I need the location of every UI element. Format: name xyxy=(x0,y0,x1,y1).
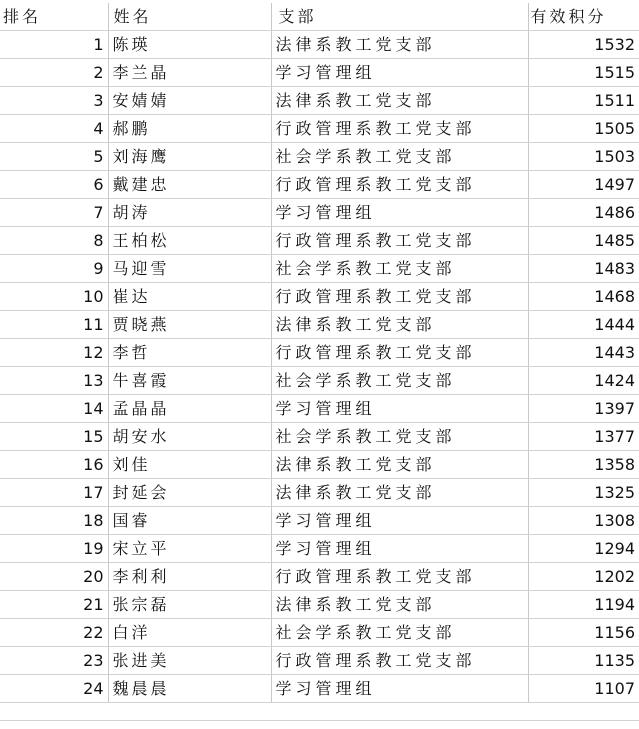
cell-rank[interactable]: 21 xyxy=(0,591,108,619)
cell-branch[interactable]: 学习管理组 xyxy=(271,535,528,563)
table-row xyxy=(0,227,639,255)
header-row xyxy=(0,3,639,31)
cell-score[interactable]: 1443 xyxy=(528,339,639,367)
cell-name[interactable]: 封延会 xyxy=(108,479,271,507)
cell-branch[interactable]: 法律系教工党支部 xyxy=(271,87,528,115)
cell-rank[interactable]: 22 xyxy=(0,619,108,647)
cell-name[interactable]: 安婧婧 xyxy=(108,87,271,115)
cell-score[interactable]: 1294 xyxy=(528,535,639,563)
cell-rank[interactable]: 4 xyxy=(0,115,108,143)
cell-branch[interactable]: 行政管理系教工党支部 xyxy=(271,171,528,199)
cell-score[interactable]: 1424 xyxy=(528,367,639,395)
cell-score[interactable]: 1532 xyxy=(528,31,639,59)
cell-branch[interactable]: 学习管理组 xyxy=(271,507,528,535)
cell-rank[interactable]: 6 xyxy=(0,171,108,199)
cell-score[interactable]: 1377 xyxy=(528,423,639,451)
cell-score[interactable]: 1483 xyxy=(528,255,639,283)
table-row xyxy=(0,423,639,451)
table-row xyxy=(0,311,639,339)
header-rank[interactable]: 排名 xyxy=(0,3,108,31)
cell-score[interactable]: 1497 xyxy=(528,171,639,199)
cell-rank[interactable]: 14 xyxy=(0,395,108,423)
cell-name[interactable]: 刘海鹰 xyxy=(108,143,271,171)
ranking-table xyxy=(0,3,639,703)
cell-name[interactable]: 李哲 xyxy=(108,339,271,367)
cell-name[interactable]: 刘佳 xyxy=(108,451,271,479)
cell-score[interactable]: 1325 xyxy=(528,479,639,507)
cell-score[interactable]: 1485 xyxy=(528,227,639,255)
table-row xyxy=(0,647,639,675)
cell-score[interactable]: 1468 xyxy=(528,283,639,311)
cell-rank[interactable]: 1 xyxy=(0,31,108,59)
table-row xyxy=(0,115,639,143)
cell-rank[interactable]: 3 xyxy=(0,87,108,115)
cell-name[interactable]: 白洋 xyxy=(108,619,271,647)
header-branch[interactable]: 支部 xyxy=(271,3,528,31)
cell-name[interactable]: 王柏松 xyxy=(108,227,271,255)
table-row xyxy=(0,199,639,227)
cell-rank[interactable]: 23 xyxy=(0,647,108,675)
table-row xyxy=(0,535,639,563)
cell-score[interactable]: 1505 xyxy=(528,115,639,143)
cell-branch[interactable]: 社会学系教工党支部 xyxy=(271,367,528,395)
cell-branch[interactable]: 行政管理系教工党支部 xyxy=(271,647,528,675)
table-body xyxy=(0,31,639,703)
table-row xyxy=(0,339,639,367)
grid-bottom-line xyxy=(0,720,639,721)
cell-branch[interactable]: 法律系教工党支部 xyxy=(271,311,528,339)
cell-name[interactable]: 牛喜霞 xyxy=(108,367,271,395)
cell-rank[interactable]: 11 xyxy=(0,311,108,339)
cell-rank[interactable]: 24 xyxy=(0,675,108,703)
cell-name[interactable]: 戴建忠 xyxy=(108,171,271,199)
cell-rank[interactable]: 2 xyxy=(0,59,108,87)
table-row xyxy=(0,451,639,479)
cell-branch[interactable]: 行政管理系教工党支部 xyxy=(271,283,528,311)
cell-rank[interactable]: 17 xyxy=(0,479,108,507)
cell-rank[interactable]: 20 xyxy=(0,563,108,591)
cell-rank[interactable]: 12 xyxy=(0,339,108,367)
cell-rank[interactable]: 18 xyxy=(0,507,108,535)
cell-name[interactable]: 陈瑛 xyxy=(108,31,271,59)
cell-branch[interactable]: 法律系教工党支部 xyxy=(271,31,528,59)
table-row xyxy=(0,255,639,283)
cell-rank[interactable]: 9 xyxy=(0,255,108,283)
cell-branch[interactable]: 学习管理组 xyxy=(271,59,528,87)
cell-rank[interactable]: 19 xyxy=(0,535,108,563)
table-row xyxy=(0,563,639,591)
header-score[interactable]: 有效积分 xyxy=(528,3,639,31)
cell-branch[interactable]: 行政管理系教工党支部 xyxy=(271,563,528,591)
cell-branch[interactable]: 法律系教工党支部 xyxy=(271,451,528,479)
cell-name[interactable]: 胡涛 xyxy=(108,199,271,227)
cell-score[interactable]: 1308 xyxy=(528,507,639,535)
cell-branch[interactable]: 学习管理组 xyxy=(271,675,528,703)
cell-rank[interactable]: 7 xyxy=(0,199,108,227)
cell-score[interactable]: 1156 xyxy=(528,619,639,647)
cell-name[interactable]: 马迎雪 xyxy=(108,255,271,283)
cell-rank[interactable]: 10 xyxy=(0,283,108,311)
cell-score[interactable]: 1397 xyxy=(528,395,639,423)
table-row xyxy=(0,59,639,87)
cell-score[interactable]: 1202 xyxy=(528,563,639,591)
table-row xyxy=(0,171,639,199)
cell-name[interactable]: 李利利 xyxy=(108,563,271,591)
cell-branch[interactable]: 社会学系教工党支部 xyxy=(271,423,528,451)
cell-name[interactable]: 张宗磊 xyxy=(108,591,271,619)
table-row xyxy=(0,143,639,171)
cell-branch[interactable]: 社会学系教工党支部 xyxy=(271,255,528,283)
table-row xyxy=(0,395,639,423)
cell-branch[interactable]: 行政管理系教工党支部 xyxy=(271,227,528,255)
table-row xyxy=(0,619,639,647)
cell-score[interactable]: 1358 xyxy=(528,451,639,479)
cell-name[interactable]: 宋立平 xyxy=(108,535,271,563)
cell-branch[interactable]: 行政管理系教工党支部 xyxy=(271,339,528,367)
cell-branch[interactable]: 行政管理系教工党支部 xyxy=(271,115,528,143)
table-row xyxy=(0,283,639,311)
cell-name[interactable]: 魏晨晨 xyxy=(108,675,271,703)
cell-rank[interactable]: 13 xyxy=(0,367,108,395)
cell-name[interactable]: 李兰晶 xyxy=(108,59,271,87)
cell-branch[interactable]: 社会学系教工党支部 xyxy=(271,143,528,171)
cell-rank[interactable]: 15 xyxy=(0,423,108,451)
cell-branch[interactable]: 学习管理组 xyxy=(271,199,528,227)
header-name[interactable]: 姓名 xyxy=(108,3,271,31)
table-row xyxy=(0,675,639,703)
cell-name[interactable]: 郝鹏 xyxy=(108,115,271,143)
cell-branch[interactable]: 学习管理组 xyxy=(271,395,528,423)
cell-name[interactable]: 张进美 xyxy=(108,647,271,675)
cell-score[interactable]: 1444 xyxy=(528,311,639,339)
cell-score[interactable]: 1503 xyxy=(528,143,639,171)
cell-score[interactable]: 1194 xyxy=(528,591,639,619)
cell-name[interactable]: 国睿 xyxy=(108,507,271,535)
table-row xyxy=(0,367,639,395)
cell-rank[interactable]: 5 xyxy=(0,143,108,171)
cell-score[interactable]: 1107 xyxy=(528,675,639,703)
table-row xyxy=(0,479,639,507)
cell-name[interactable]: 孟晶晶 xyxy=(108,395,271,423)
cell-name[interactable]: 胡安水 xyxy=(108,423,271,451)
cell-rank[interactable]: 16 xyxy=(0,451,108,479)
cell-score[interactable]: 1515 xyxy=(528,59,639,87)
cell-branch[interactable]: 社会学系教工党支部 xyxy=(271,619,528,647)
cell-rank[interactable]: 8 xyxy=(0,227,108,255)
table-row xyxy=(0,31,639,59)
cell-branch[interactable]: 法律系教工党支部 xyxy=(271,591,528,619)
cell-name[interactable]: 崔达 xyxy=(108,283,271,311)
cell-score[interactable]: 1486 xyxy=(528,199,639,227)
table-row xyxy=(0,591,639,619)
cell-name[interactable]: 贾晓燕 xyxy=(108,311,271,339)
table-row xyxy=(0,507,639,535)
cell-score[interactable]: 1135 xyxy=(528,647,639,675)
table-row xyxy=(0,87,639,115)
cell-score[interactable]: 1511 xyxy=(528,87,639,115)
cell-branch[interactable]: 法律系教工党支部 xyxy=(271,479,528,507)
